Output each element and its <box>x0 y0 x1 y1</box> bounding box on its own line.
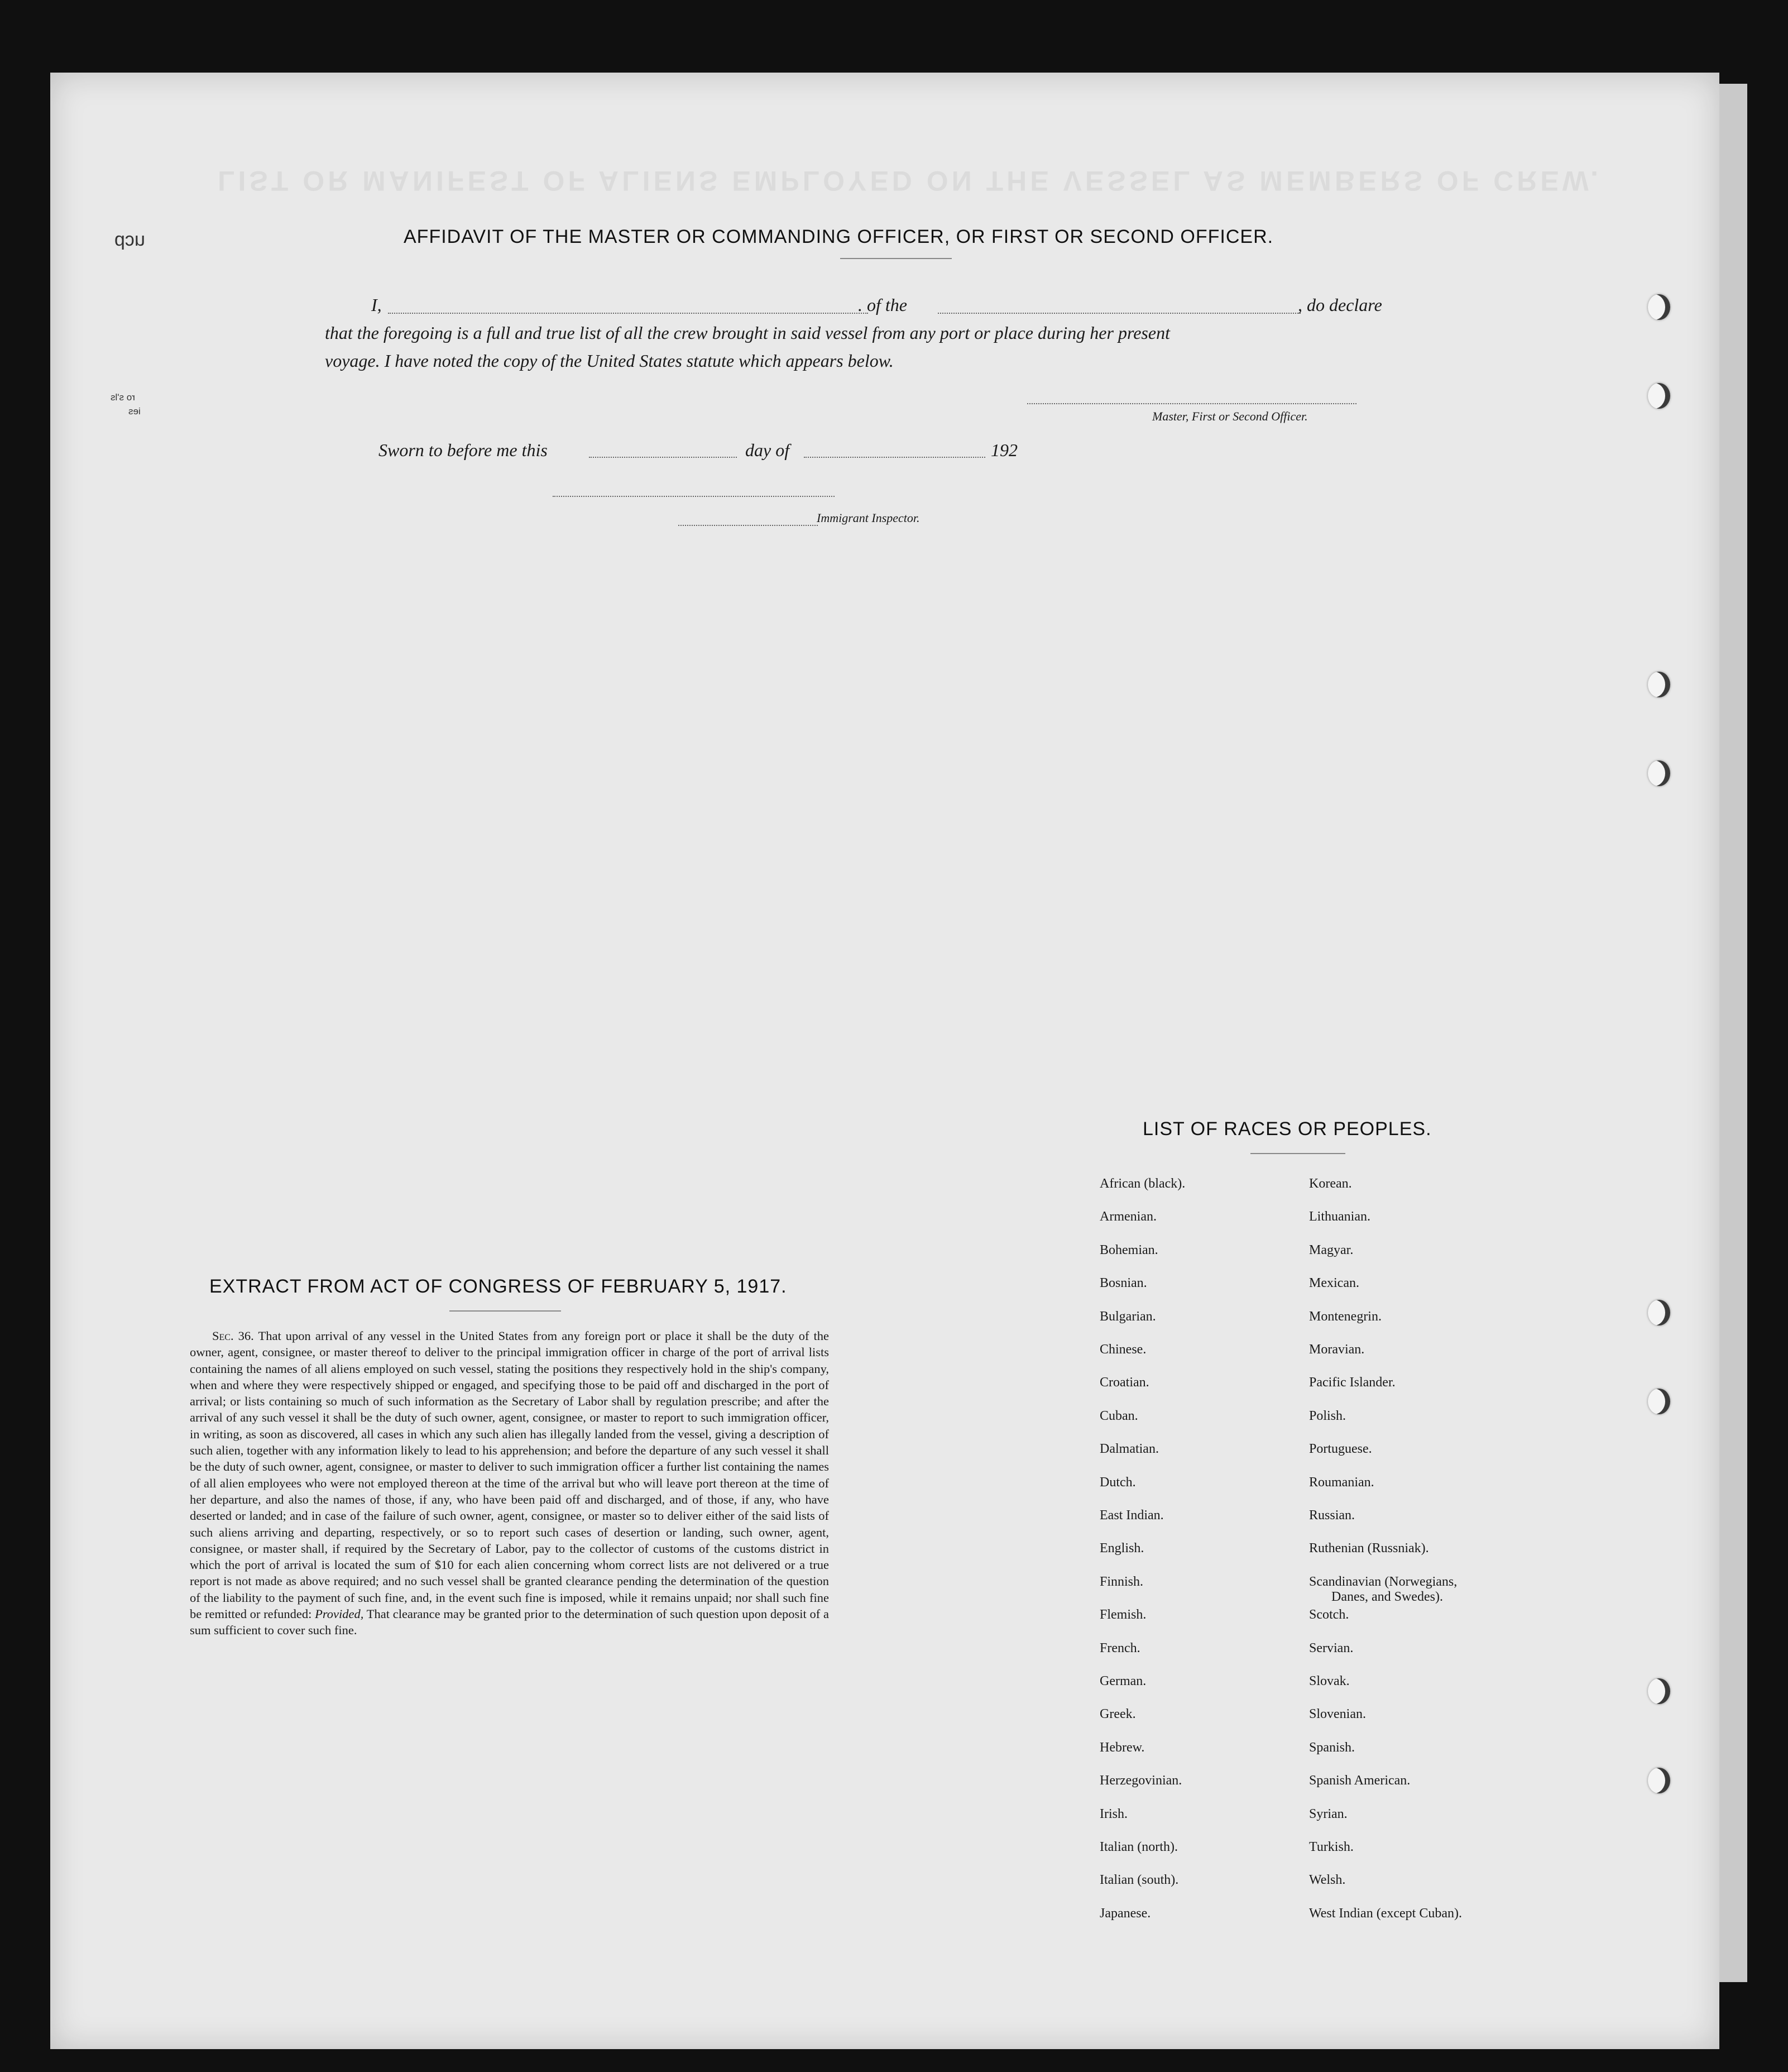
provided-label: Provided, <box>315 1607 364 1621</box>
underlying-page-edge <box>1719 84 1747 1982</box>
punch-hole-icon <box>1648 1678 1670 1704</box>
race-item: Finnish. <box>1100 1574 1144 1589</box>
sworn-month-line[interactable] <box>804 457 985 458</box>
race-item: Turkish. <box>1309 1840 1354 1854</box>
race-item: East Indian. <box>1100 1508 1164 1523</box>
master-signature-label: Master, First or Second Officer. <box>1152 409 1308 423</box>
race-item: Mexican. <box>1309 1276 1359 1291</box>
race-item: Herzegovinian. <box>1100 1773 1182 1788</box>
race-item: Dutch. <box>1100 1475 1136 1490</box>
name-field-line[interactable] <box>388 313 868 314</box>
race-item: Dalmatian. <box>1100 1442 1159 1457</box>
race-item: Spanish. <box>1309 1740 1355 1755</box>
race-item: Lithuanian. <box>1309 1209 1370 1224</box>
punch-hole-icon <box>1648 294 1670 320</box>
day-of-label: day of <box>745 440 790 460</box>
race-item: Irish. <box>1100 1806 1128 1821</box>
margin-mark: ro s'ls <box>111 392 135 403</box>
do-declare-label: , do declare <box>1298 295 1382 315</box>
master-signature-line[interactable] <box>1027 403 1356 404</box>
sworn-day-line[interactable] <box>589 457 737 458</box>
race-item: Montenegrin. <box>1309 1309 1382 1324</box>
section-label: Sec. 36. <box>212 1329 254 1343</box>
sworn-label: Sworn to before me this <box>378 440 548 460</box>
extract-heading: EXTRACT FROM ACT OF CONGRESS OF FEBRUARY 5, 1917. <box>209 1276 787 1297</box>
race-item: West Indian (except Cuban). <box>1309 1906 1462 1921</box>
race-item: Japanese. <box>1100 1906 1151 1921</box>
race-item: Bulgarian. <box>1100 1309 1156 1324</box>
affidavit-heading: AFFIDAVIT OF THE MASTER OR COMMANDING OFFICER, OR FIRST OR SECOND OFFICER. <box>404 226 1274 247</box>
race-item: Italian (south). <box>1100 1873 1179 1888</box>
race-item: Moravian. <box>1309 1342 1365 1357</box>
heading-rule <box>840 258 952 259</box>
race-item: French. <box>1100 1640 1140 1655</box>
inspector-label: Immigrant Inspector. <box>817 511 920 525</box>
race-item: Russian. <box>1309 1508 1355 1523</box>
races-heading-rule <box>1250 1153 1345 1154</box>
affidavit-line-3: voyage. I have noted the copy of the United States statute which appears below. <box>325 351 894 371</box>
punch-hole-icon <box>1648 672 1670 697</box>
race-item: Croatian. <box>1100 1375 1149 1390</box>
vessel-field-line[interactable] <box>938 313 1301 314</box>
race-item: Armenian. <box>1100 1209 1157 1224</box>
of-the-label: . of the <box>858 295 907 315</box>
punch-hole-icon <box>1648 1768 1670 1793</box>
race-item: Italian (north). <box>1100 1840 1178 1854</box>
punch-hole-icon <box>1648 760 1670 786</box>
race-item: Syrian. <box>1309 1806 1348 1821</box>
race-item: Cuban. <box>1100 1408 1138 1423</box>
extract-heading-rule <box>449 1310 561 1312</box>
race-item: Greek. <box>1100 1707 1136 1722</box>
punch-hole-icon <box>1648 1300 1670 1325</box>
race-item: Bohemian. <box>1100 1242 1158 1257</box>
inspector-signature-line-2[interactable] <box>678 525 818 526</box>
races-heading: LIST OF RACES OR PEOPLES. <box>1143 1118 1432 1140</box>
race-item: Roumanian. <box>1309 1475 1374 1490</box>
statute-body: That upon arrival of any vessel in the United States from any foreign port or place it shall be the duty of the owner, agent, consignee, or master thereof to deliver to the principal immigration officer in charge of the port of arrival lists containing the names of all aliens employed on such vessel, stating the positions they respectively hold in the ship's company, when and where they were respectively shipped or engaged, and specifying those to be paid off and discharged in the port of arrival; or lists containing so much of such information as the Secretary of Labor shall by regulation prescribe; and after the arrival of any such vessel it shall be the duty of such owner, agent, consignee, or master to report to such immigration officer, in writing, as soon as discovered, all cases in which any such alien has illegally landed from the vessel, giving a description of such alien, together with any information likely to lead to his apprehension; and before the departure of any such vessel it shall be the duty of such owner, agent, consignee, or master to deliver to such immigration officer a further list containing the names of all alien employees who were not employed thereon at the time of the arrival but who will leave port thereon at the time of her departure, and also the names of those, if any, who have been paid off and discharged, and of those, if any, who have deserted or landed; and in case of the failure of such owner, agent, consignee, or master so to deliver either of the said lists of such aliens arriving and departing, respectively, or so to report such cases of desertion or landing, such owner, agent, consignee, or master shall, if required by the Secretary of Labor, pay to the collector of customs of the customs district in which the port of arrival is located the sum of $10 for each alien concerning whom correct lists are not delivered or a true report is not made as above required; and no such vessel shall be granted clearance pending the determination of the question of the liability to the payment of such fine, and, in the event such fine is imposed, while it remains unpaid; nor shall such fine be remitted or refunded: <box>190 1329 830 1621</box>
affidavit-line-2: that the foregoing is a full and true list of all the crew brought in said vessel from any port or place during her present <box>325 323 1170 343</box>
statute-text <box>190 1328 829 1639</box>
race-item: Chinese. <box>1100 1342 1147 1357</box>
race-item: Pacific Islander. <box>1309 1375 1396 1390</box>
punch-hole-icon <box>1648 383 1670 409</box>
bleed-through-text: LIST OR MANIFEST OF ALIENS EMPLOYED ON THE VESSEL AS MEMBERS OF CREW. <box>218 165 1602 197</box>
race-item: Bosnian. <box>1100 1276 1147 1291</box>
race-item: Scandinavian (Norwegians, <box>1309 1574 1458 1589</box>
year-label: 192 <box>991 440 1018 460</box>
race-item: Slovak. <box>1309 1674 1350 1688</box>
inspector-signature-line[interactable] <box>553 496 835 497</box>
race-item: Flemish. <box>1100 1607 1147 1623</box>
margin-mark: ucp <box>114 229 145 250</box>
race-item: Polish. <box>1309 1408 1346 1423</box>
race-item: African (black). <box>1100 1176 1186 1191</box>
race-item: Ruthenian (Russniak). <box>1309 1541 1429 1556</box>
race-item: English. <box>1100 1541 1144 1556</box>
race-item: Portuguese. <box>1309 1442 1372 1457</box>
punch-hole-icon <box>1648 1389 1670 1414</box>
race-item: Hebrew. <box>1100 1740 1145 1755</box>
race-item: Danes, and Swedes). <box>1331 1590 1443 1604</box>
race-item: German. <box>1100 1674 1147 1688</box>
race-item: Slovenian. <box>1309 1707 1366 1722</box>
race-item: Korean. <box>1309 1176 1352 1191</box>
race-item: Magyar. <box>1309 1242 1354 1257</box>
race-item: Servian. <box>1309 1640 1354 1655</box>
race-item: Spanish American. <box>1309 1773 1411 1788</box>
race-item: Welsh. <box>1309 1873 1346 1888</box>
race-item: Scotch. <box>1309 1607 1349 1623</box>
affidavit-i-label: I, <box>371 295 382 315</box>
margin-mark: ies <box>128 406 141 417</box>
statute-proviso: That clearance may be granted prior to the determination of such question upon deposit of a sum sufficient to cover such fine. <box>190 1607 830 1638</box>
